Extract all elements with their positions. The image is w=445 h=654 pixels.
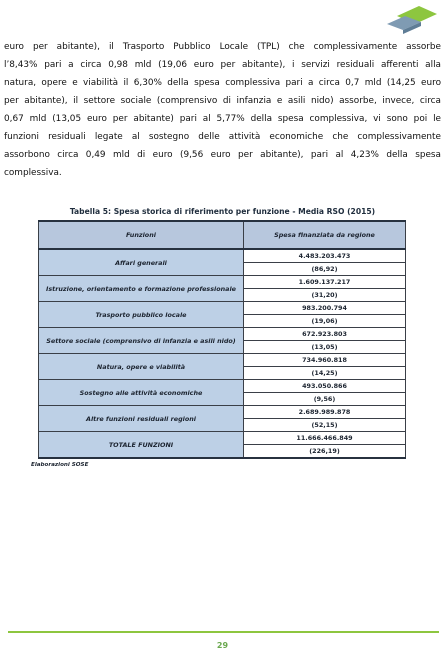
spending-per-capita: (86,92) xyxy=(244,262,405,275)
spending-amount: 493.050.866 xyxy=(302,382,347,390)
table-row xyxy=(39,249,406,276)
function-label: Settore sociale (comprensivo di infanzia e asili nido) xyxy=(39,328,244,354)
spending-amount: 1.609.137.217 xyxy=(298,278,351,286)
function-label: Trasporto pubblico locale xyxy=(39,302,244,328)
column-header-funzioni: Funzioni xyxy=(39,221,244,249)
spending-per-capita: (19,06) xyxy=(244,314,405,327)
spending-cell xyxy=(244,406,406,432)
column-header-spesa: Spesa finanziata da regione xyxy=(244,221,406,249)
table-row xyxy=(39,276,406,302)
spending-amount: 672.923.803 xyxy=(302,330,347,338)
spending-amount: 734.960.818 xyxy=(302,356,347,364)
total-label: TOTALE FUNZIONI xyxy=(39,432,244,459)
table-row xyxy=(39,354,406,380)
spending-cell xyxy=(244,249,406,276)
body-line: euro per abitante), il Trasporto Pubblico Locale (TPL) che complessivamente assorbe xyxy=(4,42,441,52)
function-label: Istruzione, orientamento e formazione professionale xyxy=(39,276,244,302)
spending-per-capita: (52,15) xyxy=(244,418,405,431)
spending-cell xyxy=(244,354,406,380)
spending-cell xyxy=(244,302,406,328)
spending-amount: 4.483.203.473 xyxy=(298,252,351,260)
total-amount: 11.666.466.849 xyxy=(296,434,353,442)
footer-rule xyxy=(8,631,439,633)
body-line: l’8,43% pari a circa 0,98 mld (19,06 euro per abitante), i servizi residuali afferenti alla xyxy=(4,60,441,70)
function-label: Natura, opere e viabilità xyxy=(39,354,244,380)
table-source-note: Elaborazioni SOSE xyxy=(31,462,89,468)
spending-per-capita: (14,25) xyxy=(244,366,405,379)
spending-cell xyxy=(244,328,406,354)
table-row xyxy=(39,406,406,432)
table-total-row xyxy=(39,432,406,459)
table-header-row xyxy=(39,221,406,249)
body-line: assorbono circa 0,49 mld di euro (9,56 euro per abitante), pari al 4,23% della spesa xyxy=(4,150,441,160)
spending-per-capita: (13,05) xyxy=(244,340,405,353)
table-row xyxy=(39,328,406,354)
body-line: complessiva. xyxy=(4,168,62,178)
body-line: natura, opere e viabilità il 6,30% della spesa complessiva pari a circa 0,7 mld (14,25 euro xyxy=(4,78,441,88)
function-label: Sostegno alle attività economiche xyxy=(39,380,244,406)
spending-per-capita: (31,20) xyxy=(244,288,405,301)
spending-cell xyxy=(244,380,406,406)
table-row xyxy=(39,302,406,328)
spending-amount: 2.689.989.878 xyxy=(298,408,351,416)
page-number: 29 xyxy=(216,641,229,650)
body-line: funzioni residuali legate al sostegno delle attività economiche che complessivamente xyxy=(4,132,441,142)
publisher-logo-icon xyxy=(383,2,439,36)
function-label: Altre funzioni residuali regioni xyxy=(39,406,244,432)
body-line: per abitante), il settore sociale (comprensivo di infanzia e asili nido) assorbe, invece, circa xyxy=(4,96,441,106)
spending-amount: 983.200.794 xyxy=(302,304,347,312)
spending-per-capita: (9,56) xyxy=(244,392,405,405)
body-paragraph xyxy=(4,38,441,182)
total-cell xyxy=(244,432,406,459)
table-caption: Tabella 5: Spesa storica di riferimento per funzione - Media RSO (2015) xyxy=(69,207,376,216)
spending-table xyxy=(38,220,406,459)
body-line: 0,67 mld (13,05 euro per abitante) pari al 5,77% della spesa complessiva, vi sono poi le xyxy=(4,114,441,124)
spending-cell xyxy=(244,276,406,302)
table-row xyxy=(39,380,406,406)
total-per-capita: (226,19) xyxy=(244,444,405,457)
function-label: Affari generali xyxy=(39,249,244,276)
